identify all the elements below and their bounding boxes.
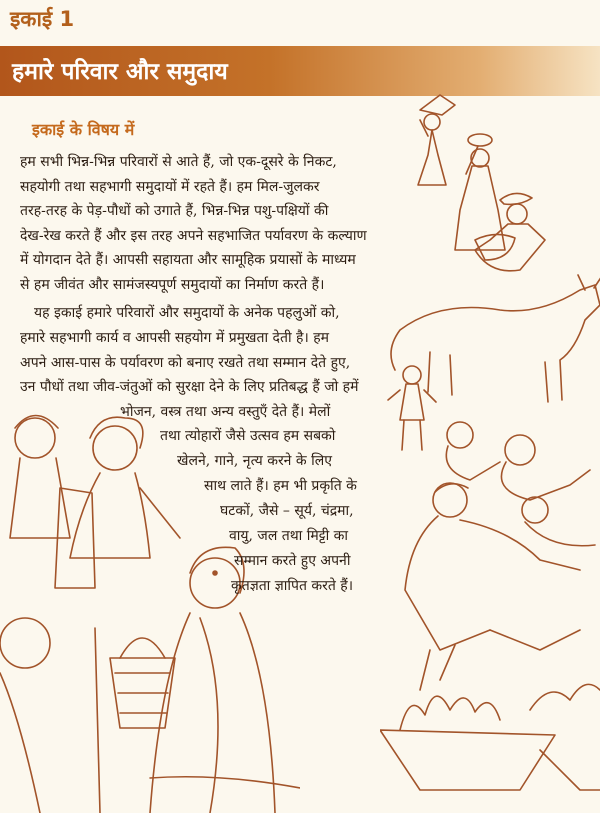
unit-label: इकाई 1 <box>10 7 75 31</box>
body-line: से हम जीवंत और सामंजस्यपूर्ण समुदायों का निर्माण करते हैं। <box>20 277 325 293</box>
title-band <box>0 46 600 96</box>
body-line: सम्मान करते हुए अपनी <box>234 553 351 569</box>
body-line: देख-रेख करते हैं और इस तरह अपने सहभाजित पर्यावरण के कल्याण <box>20 228 367 244</box>
body-line: भोजन, वस्त्र तथा अन्य वस्तुएँ देते हैं। मेलों <box>120 404 331 420</box>
body-line: तथा त्योहारों जैसे उत्सव हम सबको <box>160 428 336 444</box>
body-line: वायु, जल तथा मिट्टी का <box>229 528 349 544</box>
body-line: में योगदान देते हैं। आपसी सहायता और सामूहिक प्रयासों के माध्यम <box>20 252 356 268</box>
body-line: खेलने, गाने, नृत्य करने के लिए <box>177 453 332 469</box>
body-line: हमारे सहभागी कार्य व आपसी सहयोग में प्रमुखता देती है। हम <box>20 330 330 346</box>
section-heading: इकाई के विषय में <box>32 120 135 139</box>
illustration-family-gardening <box>380 90 600 813</box>
body-line: उन पौधों तथा जीव-जंतुओं को सुरक्षा देने के लिए प्रतिबद्ध हैं जो हमें <box>20 379 359 395</box>
body-line: अपने आस-पास के पर्यावरण को बनाए रखते तथा सम्मान देते हुए, <box>20 355 351 371</box>
body-line: कृतज्ञता ज्ञापित करते हैं। <box>231 578 354 594</box>
body-line: तरह-तरह के पेड़-पौधों को उगाते हैं, भिन्न-भिन्न पशु-पक्षियों की <box>20 203 329 219</box>
body-line: सहयोगी तथा सहभागी समुदायों में रहते हैं। हम मिल-जुलकर <box>20 179 320 195</box>
body-line: साथ लाते हैं। हम भी प्रकृति के <box>204 478 357 494</box>
unit-title: हमारे परिवार और समुदाय <box>12 59 228 85</box>
body-line: हम सभी भिन्न-भिन्न परिवारों से आते हैं, जो एक-दूसरे के निकट, <box>20 154 337 170</box>
body-line: घटकों, जैसे – सूर्य, चंद्रमा, <box>220 503 354 519</box>
body-line: यह इकाई हमारे परिवारों और समुदायों के अनेक पहलुओं को, <box>34 305 340 321</box>
